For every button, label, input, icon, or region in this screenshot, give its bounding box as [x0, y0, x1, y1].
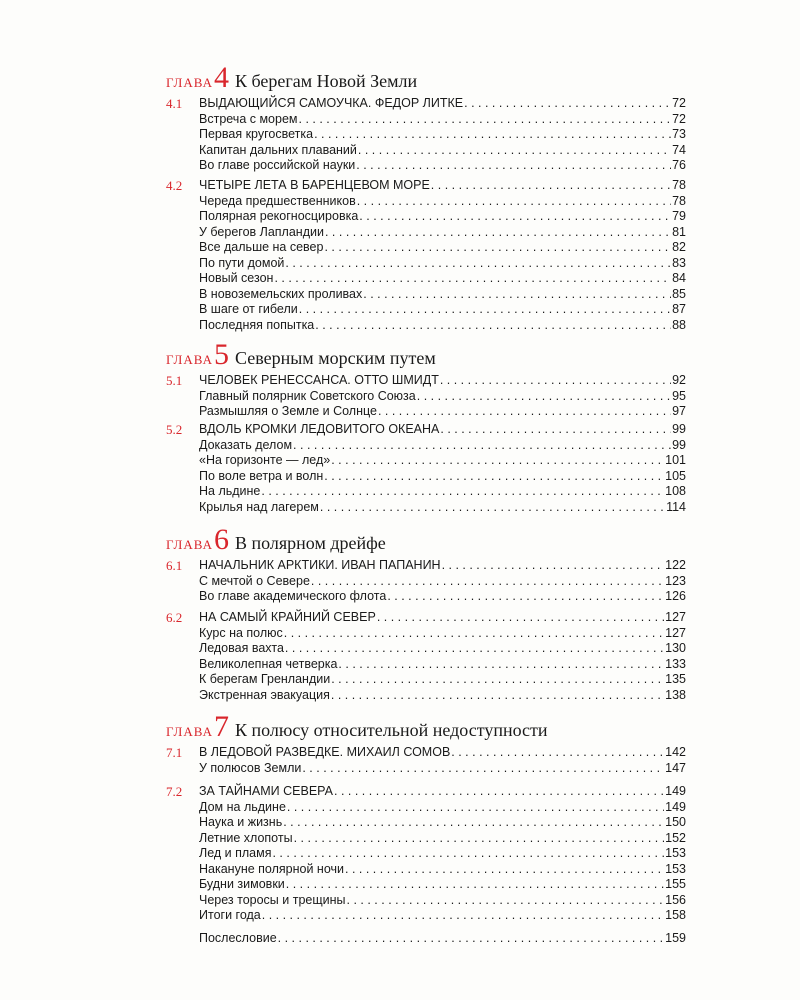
toc-entry-row[interactable]: [199, 484, 686, 499]
toc-entry-row[interactable]: [199, 271, 686, 286]
entry-title: Ледовая вахта: [199, 641, 284, 655]
dot-leader: [325, 225, 671, 240]
dot-leader: [285, 641, 664, 656]
page-number: 79: [672, 209, 686, 223]
page-number: 84: [672, 271, 686, 285]
page-number: 88: [672, 317, 686, 332]
page-number: 153: [665, 861, 686, 876]
dot-leader: [451, 745, 664, 760]
dot-leader: [431, 178, 671, 193]
toc-entry-row[interactable]: [199, 846, 686, 861]
page-number: 150: [665, 815, 686, 829]
dot-leader: [294, 831, 665, 846]
entry-title: Послесловие: [199, 931, 277, 945]
entry-title: Череда предшественников: [199, 193, 356, 208]
toc-entry-row[interactable]: [199, 893, 686, 908]
chapter-title: В полярном дрейфе: [234, 533, 386, 553]
page-number: 99: [672, 422, 686, 436]
page-number: 114: [666, 499, 686, 514]
page-number: 147: [665, 760, 686, 775]
toc-entry-row[interactable]: [199, 453, 686, 468]
page-number: 99: [672, 437, 686, 452]
page-number: 87: [672, 302, 686, 316]
entry-title: Доказать делом: [199, 437, 293, 452]
entry-title: Курс на полюс: [199, 625, 283, 640]
toc-entry-row[interactable]: [199, 209, 686, 224]
page-number: 126: [665, 589, 686, 603]
toc-entry-row[interactable]: [199, 158, 686, 173]
entry-title: У берегов Лапландии: [199, 224, 324, 239]
page-number: 138: [665, 687, 686, 702]
toc-entry-row[interactable]: [199, 574, 686, 589]
toc-entry-row[interactable]: [199, 862, 686, 877]
toc-section-row[interactable]: [199, 784, 686, 799]
dot-leader: [331, 453, 664, 468]
dot-leader: [262, 908, 664, 923]
entry-title: Крылья над лагерем: [199, 499, 319, 514]
dot-leader: [378, 404, 671, 419]
page-number: 76: [672, 158, 686, 172]
toc-entry-row[interactable]: [199, 389, 686, 404]
toc-entry-row[interactable]: [199, 589, 686, 604]
chapter-number: 4: [213, 61, 229, 94]
dot-leader: [314, 127, 671, 142]
page-number: 127: [665, 625, 686, 640]
page-number: 82: [672, 240, 686, 254]
dot-leader: [334, 784, 664, 799]
chapter-title: К полюсу относительной недоступности: [234, 720, 548, 740]
dot-leader: [442, 558, 665, 573]
dot-leader: [311, 574, 664, 589]
toc-entry-row[interactable]: [199, 908, 686, 923]
page-number: 156: [665, 892, 686, 907]
entry-title: Последняя попытка: [199, 317, 315, 332]
toc-entry-row[interactable]: [199, 225, 686, 240]
chapter-heading: [166, 710, 548, 743]
entry-title: По воле ветра и волн: [199, 468, 324, 483]
chapter-title: Северным морским путем: [234, 348, 436, 368]
section-number: 5.1: [166, 373, 183, 388]
entry-title: «На горизонте — лед»: [199, 453, 331, 467]
section-number: 4.1: [166, 96, 183, 111]
entry-title: Полярная рекогносцировка: [199, 209, 359, 223]
dot-leader: [293, 438, 671, 453]
toc-section-row[interactable]: [199, 178, 686, 193]
dot-leader: [464, 96, 671, 111]
entry-title: Первая кругосветка: [199, 127, 314, 141]
toc-entry-row[interactable]: [199, 127, 686, 142]
page-number: 123: [665, 573, 686, 588]
page-number: 73: [672, 127, 686, 141]
section-title: НАЧАЛЬНИК АРКТИКИ. ИВАН ПАПАНИН: [199, 558, 441, 572]
entry-title: Через торосы и трещины: [199, 892, 346, 907]
entry-title: Великолепная четверка: [199, 656, 338, 671]
chapter-word: ГЛАВА: [166, 724, 213, 739]
entry-title: Во главе российской науки: [199, 158, 356, 172]
dot-leader: [284, 626, 664, 641]
page-number: 133: [665, 656, 686, 671]
entry-title: Все дальше на север: [199, 240, 324, 254]
page-number: 158: [665, 908, 686, 922]
chapter-heading: [166, 338, 436, 371]
page-number: 153: [665, 846, 686, 860]
dot-leader: [359, 209, 671, 224]
entry-title: Итоги года: [199, 908, 261, 922]
chapter-number: 7: [213, 710, 229, 743]
section-title: ВЫДАЮЩИЙСЯ САМОУЧКА. ФЕДОР ЛИТКЕ: [199, 96, 464, 110]
dot-leader: [278, 931, 664, 946]
dot-leader: [274, 271, 671, 286]
toc-entry-row[interactable]: [199, 641, 686, 656]
toc-entry-row[interactable]: [199, 438, 686, 453]
dot-leader: [272, 846, 664, 861]
toc-entry-row[interactable]: [199, 112, 686, 127]
chapter-word: ГЛАВА: [166, 352, 213, 367]
toc-entry-row[interactable]: [199, 815, 686, 830]
page-number: 72: [672, 96, 686, 110]
dot-leader: [356, 158, 671, 173]
section-number: 7.2: [166, 784, 183, 799]
entry-title: Новый сезон: [199, 271, 274, 285]
toc-entry-row[interactable]: [199, 143, 686, 158]
entry-title: В новоземельских проливах: [199, 286, 363, 301]
dot-leader: [320, 500, 665, 515]
page-number: 152: [665, 830, 686, 845]
section-title: ЗА ТАЙНАМИ СЕВЕРА: [199, 784, 334, 798]
section-title: В ЛЕДОВОЙ РАЗВЕДКЕ. МИХАИЛ СОМОВ: [199, 745, 451, 759]
toc-entry-row[interactable]: [199, 800, 686, 815]
page-number: 142: [665, 745, 686, 759]
entry-title: Капитан дальних плаваний: [199, 142, 357, 157]
dot-leader: [287, 800, 664, 815]
section-title: ВДОЛЬ КРОМКИ ЛЕДОВИТОГО ОКЕАНА: [199, 422, 440, 436]
toc-entry-row[interactable]: [199, 657, 686, 672]
dot-leader: [283, 815, 664, 830]
entry-title: Наука и жизнь: [199, 815, 283, 829]
page-number: 74: [672, 142, 686, 157]
entry-title: Лед и пламя: [199, 846, 272, 860]
toc-entry-row[interactable]: [199, 877, 686, 892]
toc-section-row[interactable]: [199, 96, 686, 111]
toc-entry-row[interactable]: [199, 318, 686, 333]
entry-title: К берегам Гренландии: [199, 672, 331, 686]
entry-title: Будни зимовки: [199, 877, 285, 891]
toc-entry-row[interactable]: [199, 931, 686, 946]
dot-leader: [315, 318, 671, 333]
entry-title: Главный полярник Советского Союза: [199, 388, 416, 403]
chapter-heading: [166, 61, 418, 94]
dot-leader: [377, 610, 664, 625]
entry-title: Встреча с морем: [199, 111, 298, 126]
page-number: 108: [665, 484, 686, 498]
chapter-word: ГЛАВА: [166, 75, 213, 90]
dot-leader: [363, 287, 671, 302]
page-number: 127: [665, 610, 686, 624]
page-number: 72: [672, 111, 686, 126]
dot-leader: [324, 469, 664, 484]
dot-leader: [302, 761, 664, 776]
toc-entry-row[interactable]: [199, 240, 686, 255]
entry-title: На льдине: [199, 484, 261, 498]
toc-entry-row[interactable]: [199, 831, 686, 846]
dot-leader: [324, 240, 671, 255]
dot-leader: [417, 389, 671, 404]
dot-leader: [299, 112, 672, 127]
entry-title: С мечтой о Севере: [199, 573, 310, 588]
dot-leader: [331, 672, 664, 687]
dot-leader: [261, 484, 664, 499]
entry-title: Накануне полярной ночи: [199, 861, 345, 876]
dot-leader: [358, 143, 671, 158]
section-number: 4.2: [166, 178, 183, 193]
toc-entry-row[interactable]: [199, 287, 686, 302]
entry-title: Экстренная эвакуация: [199, 687, 330, 702]
toc-entry-row[interactable]: [199, 626, 686, 641]
chapter-word: ГЛАВА: [166, 537, 213, 552]
chapter-heading: [166, 523, 386, 556]
page-number: 155: [665, 877, 686, 891]
toc-entry-row[interactable]: [199, 404, 686, 419]
toc-section-row[interactable]: [199, 373, 686, 388]
entry-title: Дом на льдине: [199, 799, 286, 814]
page-number: 101: [665, 453, 686, 467]
toc-section-row[interactable]: [199, 422, 686, 437]
section-number: 7.1: [166, 745, 183, 760]
dot-leader: [440, 373, 671, 388]
page-number: 149: [665, 784, 686, 798]
dot-leader: [286, 877, 664, 892]
dot-leader: [387, 589, 664, 604]
page-number: 95: [672, 388, 686, 403]
section-number: 6.1: [166, 558, 183, 573]
dot-leader: [357, 194, 671, 209]
toc-entry-row[interactable]: [199, 688, 686, 703]
page-number: 135: [665, 672, 686, 686]
page-number: 92: [672, 373, 686, 387]
page-number: 81: [672, 224, 686, 239]
toc-entry-row[interactable]: [199, 500, 686, 515]
entry-title: Во главе академического флота: [199, 589, 387, 603]
section-title: НА САМЫЙ КРАЙНИЙ СЕВЕР: [199, 610, 376, 624]
toc-section-row[interactable]: [199, 558, 686, 573]
dot-leader: [299, 302, 671, 317]
page-number: 83: [672, 255, 686, 270]
page-number: 78: [672, 178, 686, 192]
dot-leader: [345, 862, 664, 877]
entry-title: У полюсов Земли: [199, 760, 302, 775]
page-number: 85: [672, 286, 686, 301]
page-number: 97: [672, 404, 686, 418]
entry-title: Летние хлопоты: [199, 830, 293, 845]
section-title: ЧЕЛОВЕК РЕНЕССАНСА. ОТТО ШМИДТ: [199, 373, 439, 387]
dot-leader: [440, 422, 671, 437]
toc-entry-row[interactable]: [199, 194, 686, 209]
page-number: 105: [665, 468, 686, 483]
entry-title: В шаге от гибели: [199, 302, 298, 316]
toc-entry-row[interactable]: [199, 256, 686, 271]
dot-leader: [285, 256, 671, 271]
entry-title: Размышляя о Земле и Солнце: [199, 404, 377, 418]
dot-leader: [338, 657, 664, 672]
dot-leader: [347, 893, 665, 908]
toc-section-row[interactable]: [199, 610, 686, 625]
page-number: 78: [672, 193, 686, 208]
page-number: 122: [665, 558, 686, 572]
section-number: 6.2: [166, 610, 183, 625]
toc-entry-row[interactable]: [199, 469, 686, 484]
section-title: ЧЕТЫРЕ ЛЕТА В БАРЕНЦЕВОМ МОРЕ: [199, 178, 430, 192]
page-number: 130: [665, 641, 686, 655]
section-number: 5.2: [166, 422, 183, 437]
toc-section-row[interactable]: [199, 745, 686, 760]
toc-entry-row[interactable]: [199, 672, 686, 687]
dot-leader: [331, 688, 664, 703]
toc-entry-row[interactable]: [199, 761, 686, 776]
page-number: 159: [665, 931, 686, 945]
chapter-number: 6: [213, 523, 229, 556]
toc-entry-row[interactable]: [199, 302, 686, 317]
entry-title: По пути домой: [199, 255, 285, 270]
chapter-title: К берегам Новой Земли: [234, 71, 418, 91]
chapter-number: 5: [213, 338, 229, 371]
page-number: 149: [665, 799, 686, 814]
